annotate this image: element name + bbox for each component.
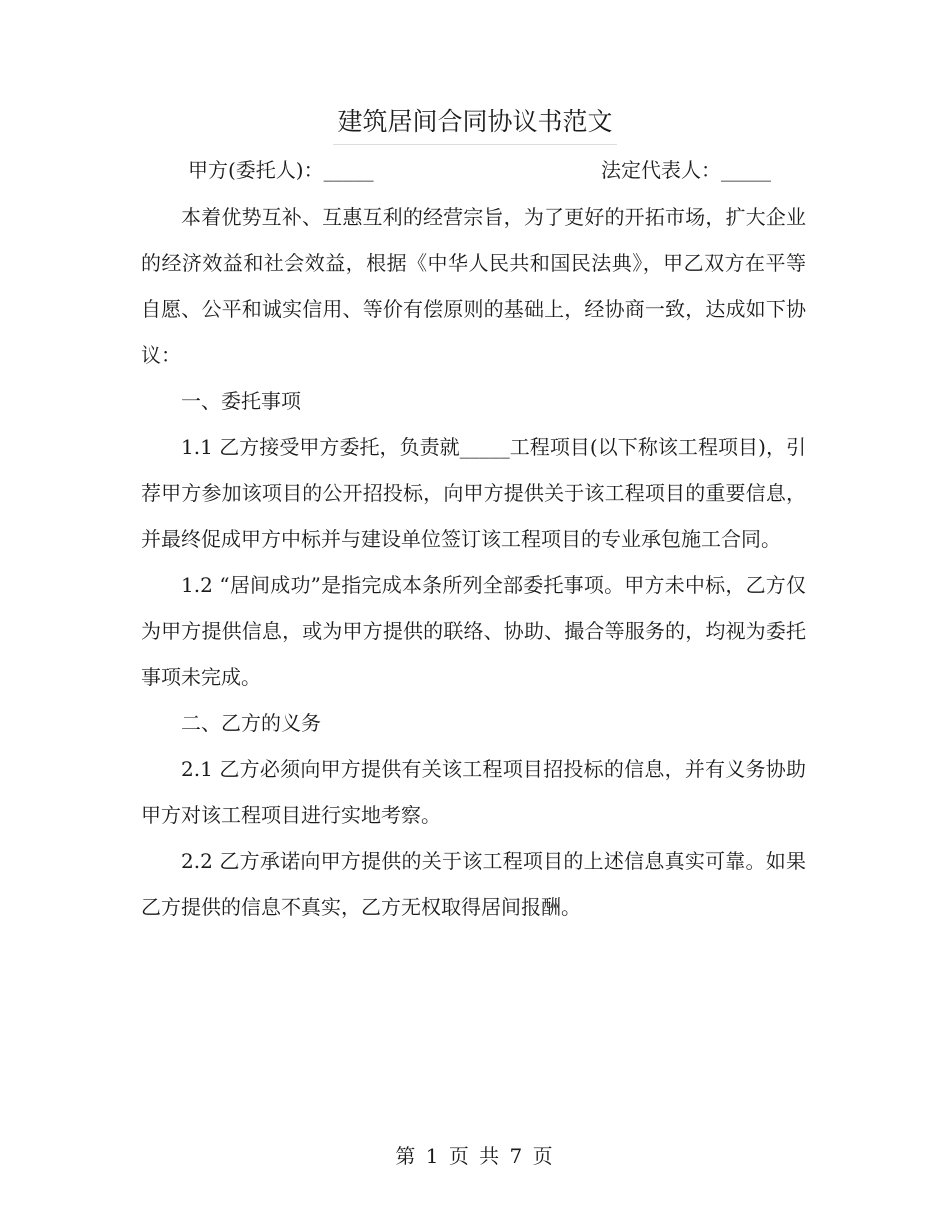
document-title: 建筑居间合同协议书范文 <box>333 104 616 145</box>
party-a-field: 甲方(委托人)：_____ <box>188 158 374 182</box>
clause-2-1: 2.1 乙方必须向甲方提供有关该工程项目招投标的信息，并有义务协助甲方对该工程项目进行实地考察。 <box>141 757 806 827</box>
section-heading-party-b-obligations: 二、乙方的义务 <box>181 711 321 735</box>
legal-representative-field: 法定代表人：_____ <box>601 158 771 182</box>
document-body <box>141 194 806 930</box>
clause-2-2: 2.2 乙方承诺向甲方提供的关于该工程项目的上述信息真实可靠。如果乙方提供的信息不真实，乙方无权取得居间报酬。 <box>141 849 806 919</box>
clause-1-1: 1.1 乙方接受甲方委托，负责就_____工程项目(以下称该工程项目)，引荐甲方参加该项目的公开招投标，向甲方提供关于该工程项目的重要信息，并最终促成甲方中标并与建设单位签订该工程项目的专业承包施工合同。 <box>141 435 806 551</box>
page-footer: 第 1 页 共 7 页 <box>395 1144 555 1168</box>
parties-line <box>141 154 791 186</box>
document-title-container <box>0 104 950 145</box>
clause-1-2: 1.2 “居间成功”是指完成本条所列全部委托事项。甲方未中标，乙方仅为甲方提供信息，或为甲方提供的联络、协助、撮合等服务的，均视为委托事项未完成。 <box>141 573 806 689</box>
intro-paragraph: 本着优势互补、互惠互利的经营宗旨，为了更好的开拓市场，扩大企业的经济效益和社会效益，根据《中华人民共和国民法典》，甲乙双方在平等自愿、公平和诚实信用、等价有偿原则的基础上，经协商一致，达成如下协议： <box>141 205 806 367</box>
section-heading-entrusted-matters: 一、委托事项 <box>181 389 301 413</box>
